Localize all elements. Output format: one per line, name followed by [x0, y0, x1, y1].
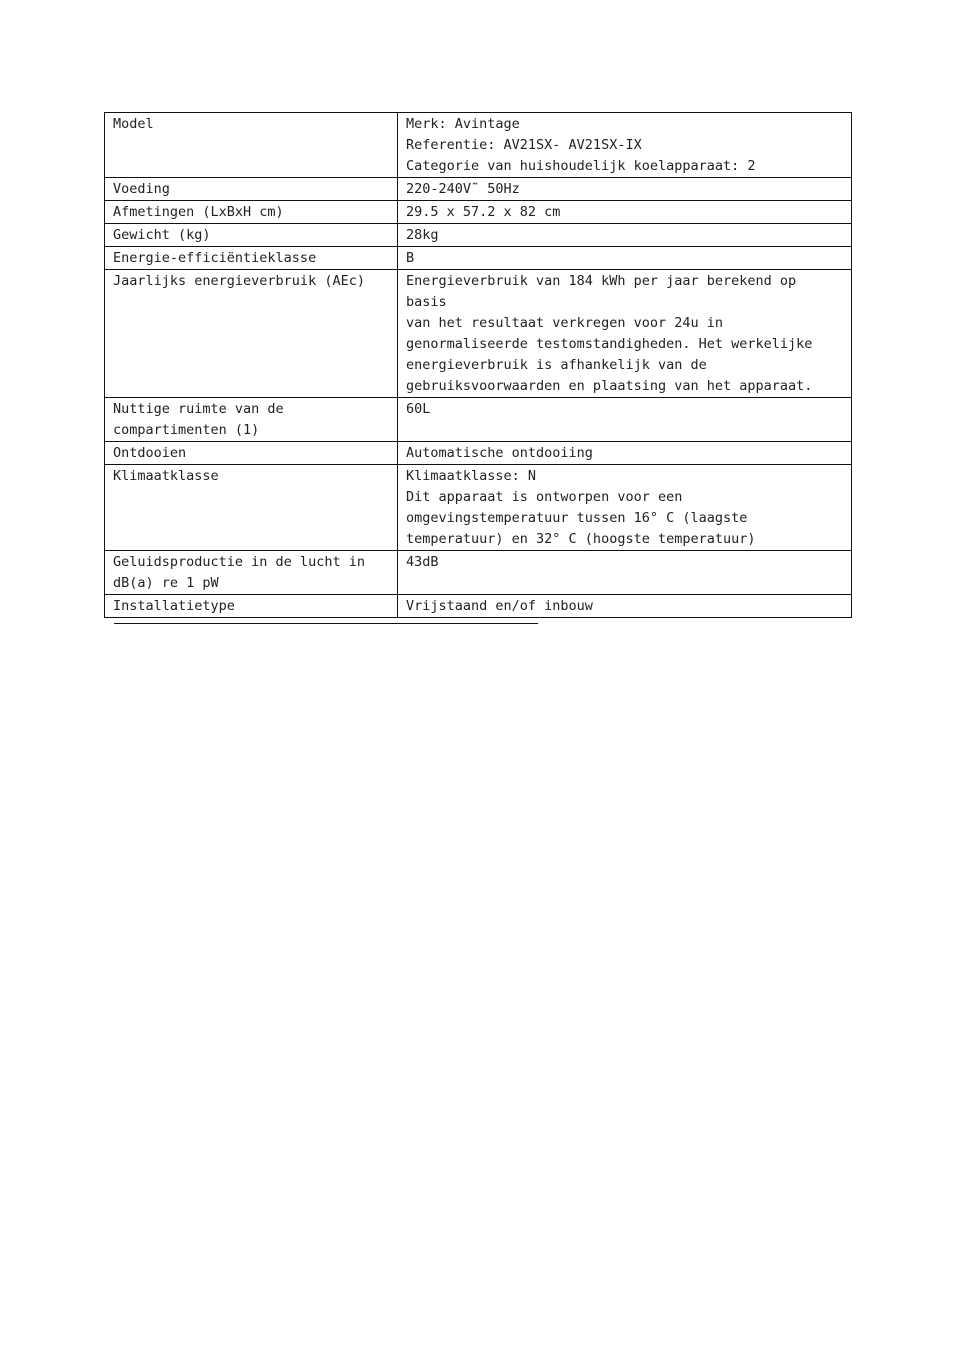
row-value-installatietype: Vrijstaand en/of inbouw [398, 595, 852, 618]
table-row [105, 178, 852, 201]
table-row [105, 247, 852, 270]
row-label-installatietype: Installatietype [105, 595, 398, 618]
row-value-afmetingen: 29.5 x 57.2 x 82 cm [398, 201, 852, 224]
row-value-energieverbruik: Energieverbruik van 184 kWh per jaar berekend op basis van het resultaat verkregen voor 24u in genormaliseerde testomstandigheden. Het werkelijke energieverbruik is afhankelijk van de gebruiksvoorwaarden en plaatsing van het apparaat. [398, 270, 852, 398]
table-row [105, 270, 852, 398]
row-value-energieklasse: B [398, 247, 852, 270]
table-row [105, 442, 852, 465]
table-row [105, 595, 852, 618]
row-label-ontdooien: Ontdooien [105, 442, 398, 465]
spec-table [104, 112, 852, 618]
row-label-voeding: Voeding [105, 178, 398, 201]
row-value-model: Merk: Avintage Referentie: AV21SX- AV21SX-IX Categorie van huishoudelijk koelapparaat: 2 [398, 113, 852, 178]
row-value-geluidsproductie: 43dB [398, 551, 852, 595]
row-label-energieklasse: Energie-efficiëntieklasse [105, 247, 398, 270]
table-row [105, 465, 852, 551]
table-row [105, 551, 852, 595]
row-label-nuttige-ruimte: Nuttige ruimte van de compartimenten (1) [105, 398, 398, 442]
row-label-gewicht: Gewicht (kg) [105, 224, 398, 247]
row-label-afmetingen: Afmetingen (LxBxH cm) [105, 201, 398, 224]
table-row [105, 113, 852, 178]
row-label-energieverbruik: Jaarlijks energieverbruik (AEc) [105, 270, 398, 398]
row-label-klimaatklasse: Klimaatklasse [105, 465, 398, 551]
row-value-ontdooien: Automatische ontdooiing [398, 442, 852, 465]
table-row [105, 224, 852, 247]
table-row [105, 398, 852, 442]
row-value-voeding: 220-240V˜ 50Hz [398, 178, 852, 201]
footnote-separator [114, 623, 538, 624]
row-value-klimaatklasse: Klimaatklasse: N Dit apparaat is ontworpen voor een omgevingstemperatuur tussen 16° C (laagste temperatuur) en 32° C (hoogste temperatuur) [398, 465, 852, 551]
row-value-nuttige-ruimte: 60L [398, 398, 852, 442]
row-label-model: Model [105, 113, 398, 178]
table-row [105, 201, 852, 224]
row-label-geluidsproductie: Geluidsproductie in de lucht in dB(a) re 1 pW [105, 551, 398, 595]
row-value-gewicht: 28kg [398, 224, 852, 247]
